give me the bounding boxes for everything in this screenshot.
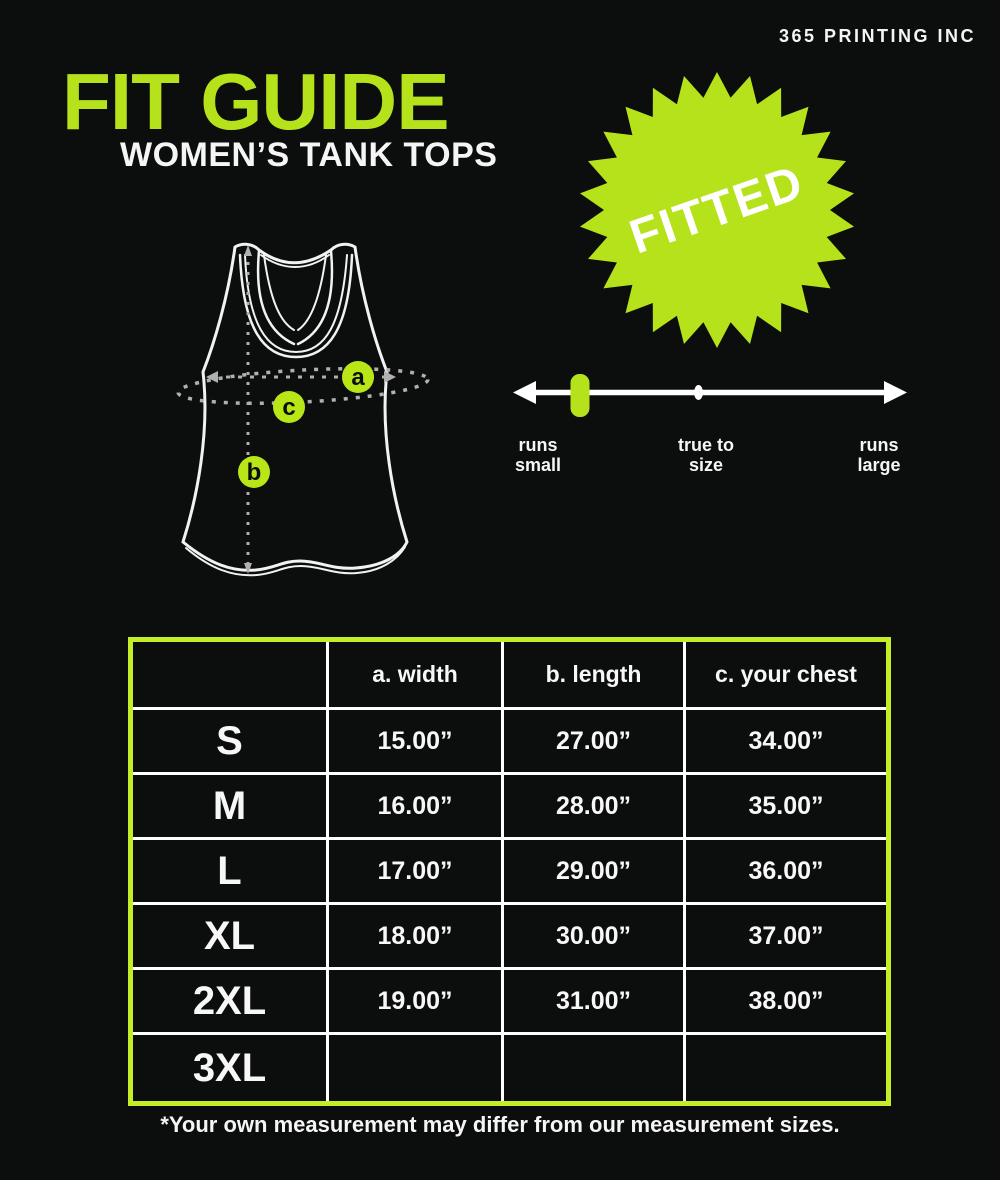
- scale-arrow-right-icon: [884, 381, 907, 404]
- size-table: [128, 637, 891, 1106]
- brand-name: 365 PRINTING INC: [778, 26, 976, 46]
- table-header-empty: [133, 642, 326, 707]
- table-cell-width: [329, 1035, 501, 1101]
- table-row-size: S: [133, 710, 326, 772]
- scale-label-true-to-size: true to size: [678, 435, 734, 475]
- table-header-length: b. length: [504, 642, 683, 707]
- marker-c-label: c: [282, 394, 296, 421]
- table-cell-width: 16.00”: [329, 775, 501, 837]
- table-cell-length: 30.00”: [504, 905, 683, 967]
- table-row-size: L: [133, 840, 326, 902]
- scale-arrow-left-icon: [513, 381, 536, 404]
- arrow-down-icon: [244, 563, 252, 574]
- tank-top-diagram: [150, 230, 460, 595]
- table-cell-chest: 36.00”: [686, 840, 886, 902]
- fitted-badge: [567, 60, 867, 360]
- table-cell-chest: 37.00”: [686, 905, 886, 967]
- table-cell-length: 31.00”: [504, 970, 683, 1032]
- table-cell-length: 27.00”: [504, 710, 683, 772]
- table-header-width: a. width: [329, 642, 501, 707]
- table-row-size: M: [133, 775, 326, 837]
- table-cell-width: 19.00”: [329, 970, 501, 1032]
- table-row-size: 3XL: [133, 1035, 326, 1101]
- table-cell-chest: 35.00”: [686, 775, 886, 837]
- table-cell-chest: [686, 1035, 886, 1101]
- table-cell-chest: 38.00”: [686, 970, 886, 1032]
- table-row-size: XL: [133, 905, 326, 967]
- arrow-up-icon: [244, 245, 252, 256]
- scale-center-tick-icon: [694, 385, 703, 400]
- table-cell-chest: 34.00”: [686, 710, 886, 772]
- table-cell-length: 29.00”: [504, 840, 683, 902]
- page-title: FIT GUIDE: [62, 57, 449, 146]
- page-subtitle: WOMEN’S TANK TOPS: [120, 136, 498, 174]
- table-cell-width: 15.00”: [329, 710, 501, 772]
- fit-indicator-marker: [571, 374, 590, 417]
- scale-label-runs-large: runs large: [857, 435, 901, 475]
- fitted-badge-label: FITTED: [623, 155, 811, 265]
- table-cell-length: [504, 1035, 683, 1101]
- table-header-chest: c. your chest: [686, 642, 886, 707]
- fit-scale: [495, 360, 915, 430]
- table-cell-width: 18.00”: [329, 905, 501, 967]
- scale-label-runs-small: runs small: [514, 435, 562, 475]
- marker-b-label: b: [246, 459, 262, 486]
- table-cell-length: 28.00”: [504, 775, 683, 837]
- measurement-disclaimer: *Your own measurement may differ from our measurement sizes.: [160, 1112, 840, 1137]
- table-cell-width: 17.00”: [329, 840, 501, 902]
- table-row-size: 2XL: [133, 970, 326, 1032]
- arrow-right-icon: [384, 371, 396, 383]
- marker-a-label: a: [351, 364, 365, 391]
